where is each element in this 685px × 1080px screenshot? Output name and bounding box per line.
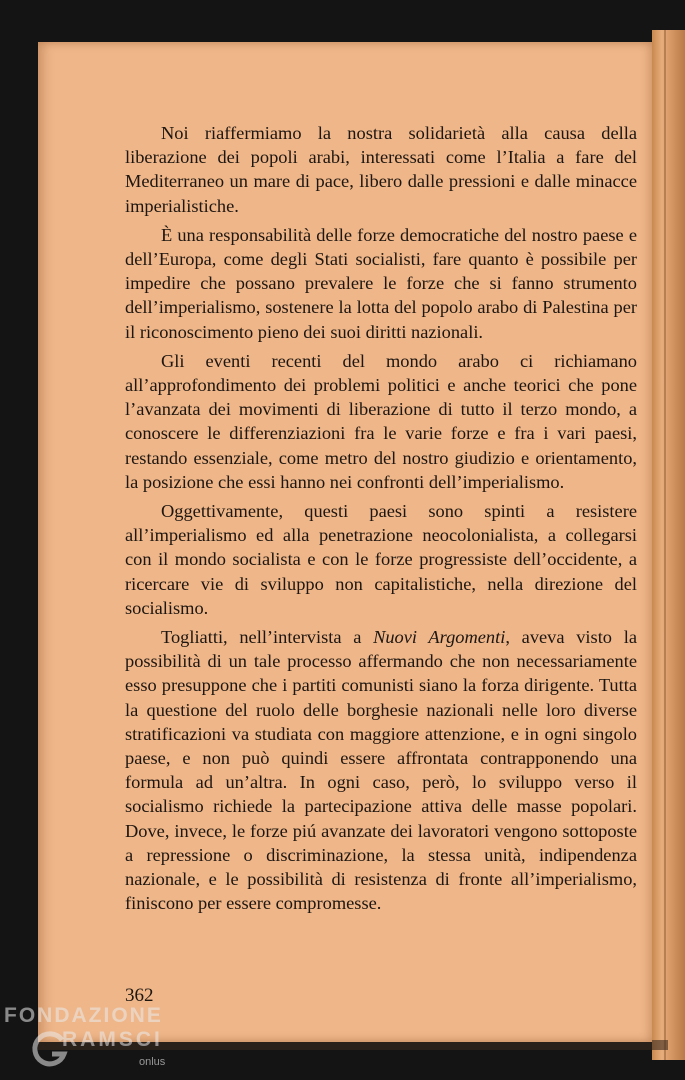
- paragraph-1: Noi riaffermiamo la nostra solidarietà alla causa della liberazione dei popoli arabi, interessati come l’Italia a fare del Mediterraneo un mare di pace, libero dalle pressioni e dalle minacce imperialistiche.: [125, 123, 637, 216]
- body-text: [125, 121, 637, 916]
- paragraph-5-start: Togliatti, nell’intervista a: [161, 627, 374, 648]
- watermark-line1: FONDAZIONE: [4, 1004, 163, 1027]
- page-edge-stripe: [664, 30, 666, 1060]
- paragraph-5: [125, 625, 637, 915]
- paragraph-4: Oggettivamente, questi paesi sono spinti a resistere all’imperialismo ed alla penetrazione neocolonialista, a collegarsi con il mondo socialista e con le forze progressiste dell’occidente, a ricercare vie di sviluppo non capitalistiche, nella direzione del socialismo.: [125, 501, 637, 618]
- watermark-line2: RAMSCI: [62, 1028, 163, 1051]
- watermark: [4, 1004, 179, 1076]
- page-number: 362: [125, 985, 154, 1006]
- page-edge: [652, 30, 685, 1060]
- paragraph-2: È una responsabilità delle forze democratiche del nostro paese e dell’Europa, come degli Stati socialisti, fare quanto è possibile per impedire che possano prevalere le forze che si fanno strumento dell’imperialismo, sostenere la lotta del popolo arabo di Palestina per il riconoscimento pieno dei suoi diritti nazionali.: [125, 224, 637, 342]
- paragraph-3: Gli eventi recenti del mondo arabo ci richiamano all’approfondimento dei problemi politici e anche teorici che pone l’avanzata dei movimenti di liberazione di tutto il terzo mondo, a conoscere le differenziazioni fra le varie forze e fra i vari paesi, restando essenziale, come metro del nostro giudizio e orientamento, la posizione che essi hanno nei confronti dell’imperialismo.: [125, 350, 637, 492]
- journal-title: Nuovi Argomenti: [373, 627, 506, 648]
- paragraph-5-rest: , aveva visto la possibilità di un tale processo affermando che non necessariamente esso presuppone che i partiti comunisti siano la forza dirigente. Tutta la questione del ruolo delle borghesie nazionali nelle loro diverse stratificazioni va studiata con maggiore attenzione, e in ogni singolo paese, e non può quindi essere affrontata contrapponendo una formula ad un’altra. In ogni caso, però, lo sviluppo verso il socialismo richiede la partecipazione attiva delle masse popolari. Dove, invece, le forze piú avanzate dei lavoratori vengono sottoposte a repressione o discriminazione, la stessa unità, indipendenza nazionale, e le possibilità di resistenza di fronte all’imperialismo, finiscono per essere compromesse.: [125, 627, 637, 914]
- watermark-sub: onlus: [139, 1056, 166, 1068]
